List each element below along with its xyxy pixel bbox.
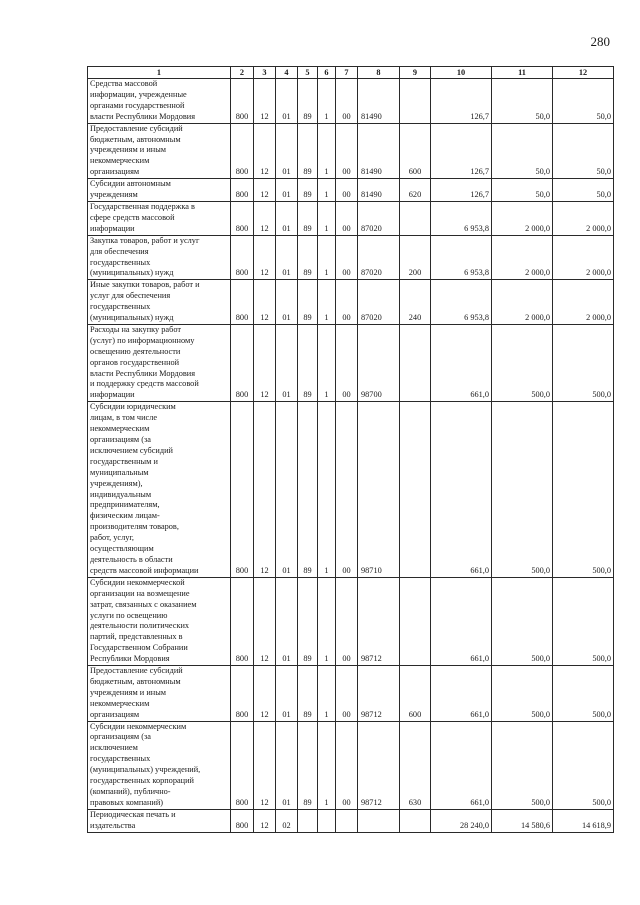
event-code-cell: 00 — [336, 179, 358, 202]
program-code-cell: 01 — [276, 235, 298, 280]
amount-year3-cell: 50,0 — [553, 179, 614, 202]
subprogram-code-cell: 89 — [298, 280, 318, 325]
amount-year3-cell: 2 000,0 — [553, 201, 614, 235]
header-cell: 4 — [276, 67, 298, 79]
expense-type-cell: 630 — [400, 721, 431, 809]
amount-year3-cell: 2 000,0 — [553, 280, 614, 325]
main-event-code-cell — [318, 809, 336, 832]
subsection-code-cell: 12 — [254, 577, 276, 665]
main-event-code-cell: 1 — [318, 721, 336, 809]
expense-type-cell: 600 — [400, 666, 431, 722]
amount-year3-cell: 50,0 — [553, 79, 614, 124]
event-code-cell: 00 — [336, 201, 358, 235]
main-event-code-cell: 1 — [318, 402, 336, 578]
section-code-cell: 800 — [231, 809, 254, 832]
direction-code-cell: 81490 — [358, 79, 400, 124]
section-code-cell: 800 — [231, 324, 254, 401]
amount-year2-cell: 14 580,6 — [492, 809, 553, 832]
amount-year1-cell: 28 240,0 — [431, 809, 492, 832]
amount-year3-cell: 500,0 — [553, 324, 614, 401]
section-code-cell: 800 — [231, 201, 254, 235]
event-code-cell — [336, 809, 358, 832]
program-code-cell: 01 — [276, 721, 298, 809]
amount-year1-cell: 6 953,8 — [431, 235, 492, 280]
table-row — [88, 666, 614, 722]
subprogram-code-cell: 89 — [298, 123, 318, 179]
direction-code-cell: 98700 — [358, 324, 400, 401]
header-cell: 8 — [358, 67, 400, 79]
subsection-code-cell: 12 — [254, 280, 276, 325]
row-name-cell: Субсидии юридическим лицам, в том числе некоммерческим организациям (за исключением субсидий государственным и муниципальным учреждениям), индивидуальным предпринимателям, физическим лицам- производителям товаров, работ, услуг, осуществляющим деятельность в области средств массовой информации — [88, 402, 231, 578]
row-name-cell: Иные закупки товаров, работ и услуг для обеспечения государственных (муниципальных) нужд — [88, 280, 231, 325]
header-cell: 11 — [492, 67, 553, 79]
program-code-cell: 02 — [276, 809, 298, 832]
amount-year2-cell: 500,0 — [492, 666, 553, 722]
subsection-code-cell: 12 — [254, 201, 276, 235]
row-name-cell: Субсидии автономным учреждениям — [88, 179, 231, 202]
amount-year1-cell: 126,7 — [431, 79, 492, 124]
event-code-cell: 00 — [336, 79, 358, 124]
amount-year3-cell: 50,0 — [553, 123, 614, 179]
expense-type-cell: 620 — [400, 179, 431, 202]
event-code-cell: 00 — [336, 666, 358, 722]
row-name-cell: Субсидии некоммерческой организации на возмещение затрат, связанных с оказанием услуги по освещению деятельности политических партий, представленных в Государственном Собрании Республики Мордовия — [88, 577, 231, 665]
main-event-code-cell: 1 — [318, 666, 336, 722]
direction-code-cell: 98712 — [358, 666, 400, 722]
expense-type-cell — [400, 402, 431, 578]
subsection-code-cell: 12 — [254, 809, 276, 832]
page-number: 280 — [590, 34, 610, 49]
subprogram-code-cell: 89 — [298, 235, 318, 280]
subsection-code-cell: 12 — [254, 235, 276, 280]
section-code-cell: 800 — [231, 179, 254, 202]
subprogram-code-cell: 89 — [298, 324, 318, 401]
program-code-cell: 01 — [276, 280, 298, 325]
amount-year2-cell: 50,0 — [492, 123, 553, 179]
table-row — [88, 402, 614, 578]
table-row — [88, 179, 614, 202]
direction-code-cell: 98710 — [358, 402, 400, 578]
direction-code-cell — [358, 809, 400, 832]
main-event-code-cell: 1 — [318, 235, 336, 280]
budget-table — [87, 66, 614, 833]
row-name-cell: Предоставление субсидий бюджетным, автономным учреждениям и иным некоммерческим организациям — [88, 666, 231, 722]
expense-type-cell — [400, 79, 431, 124]
amount-year2-cell: 2 000,0 — [492, 201, 553, 235]
header-cell: 1 — [88, 67, 231, 79]
main-event-code-cell: 1 — [318, 577, 336, 665]
row-name-cell: Государственная поддержка в сфере средств массовой информации — [88, 201, 231, 235]
subsection-code-cell: 12 — [254, 123, 276, 179]
row-name-cell: Периодическая печать и издательства — [88, 809, 231, 832]
amount-year1-cell: 126,7 — [431, 179, 492, 202]
expense-type-cell: 200 — [400, 235, 431, 280]
program-code-cell: 01 — [276, 201, 298, 235]
expense-type-cell: 240 — [400, 280, 431, 325]
table-row — [88, 324, 614, 401]
amount-year2-cell: 50,0 — [492, 79, 553, 124]
subsection-code-cell: 12 — [254, 179, 276, 202]
main-event-code-cell: 1 — [318, 280, 336, 325]
program-code-cell: 01 — [276, 577, 298, 665]
table-row — [88, 201, 614, 235]
table-row — [88, 577, 614, 665]
main-event-code-cell: 1 — [318, 79, 336, 124]
row-name-cell: Субсидии некоммерческим организациям (за исключением государственных (муниципальных) учреждений, государственных корпораций (компаний), публично- правовых компаний) — [88, 721, 231, 809]
direction-code-cell: 98712 — [358, 721, 400, 809]
amount-year3-cell: 500,0 — [553, 666, 614, 722]
amount-year2-cell: 50,0 — [492, 179, 553, 202]
subprogram-code-cell: 89 — [298, 721, 318, 809]
event-code-cell: 00 — [336, 721, 358, 809]
section-code-cell: 800 — [231, 721, 254, 809]
row-name-cell: Средства массовой информации, учрежденные органами государственной власти Республики Мордовия — [88, 79, 231, 124]
section-code-cell: 800 — [231, 79, 254, 124]
section-code-cell: 800 — [231, 577, 254, 665]
table-row — [88, 809, 614, 832]
program-code-cell: 01 — [276, 324, 298, 401]
amount-year2-cell: 2 000,0 — [492, 280, 553, 325]
expense-type-cell: 600 — [400, 123, 431, 179]
header-cell: 7 — [336, 67, 358, 79]
main-event-code-cell: 1 — [318, 324, 336, 401]
amount-year2-cell: 2 000,0 — [492, 235, 553, 280]
header-cell: 12 — [553, 67, 614, 79]
section-code-cell: 800 — [231, 666, 254, 722]
amount-year1-cell: 661,0 — [431, 324, 492, 401]
program-code-cell: 01 — [276, 179, 298, 202]
amount-year3-cell: 14 618,9 — [553, 809, 614, 832]
subprogram-code-cell — [298, 809, 318, 832]
subprogram-code-cell: 89 — [298, 179, 318, 202]
direction-code-cell: 81490 — [358, 179, 400, 202]
amount-year2-cell: 500,0 — [492, 324, 553, 401]
event-code-cell: 00 — [336, 577, 358, 665]
event-code-cell: 00 — [336, 402, 358, 578]
amount-year1-cell: 6 953,8 — [431, 201, 492, 235]
program-code-cell: 01 — [276, 79, 298, 124]
table-row — [88, 235, 614, 280]
amount-year2-cell: 500,0 — [492, 721, 553, 809]
expense-type-cell — [400, 577, 431, 665]
main-event-code-cell: 1 — [318, 179, 336, 202]
header-row — [88, 67, 614, 79]
table-row — [88, 721, 614, 809]
direction-code-cell: 87020 — [358, 280, 400, 325]
main-event-code-cell: 1 — [318, 123, 336, 179]
header-cell: 3 — [254, 67, 276, 79]
header-cell: 10 — [431, 67, 492, 79]
row-name-cell: Предоставление субсидий бюджетным, автономным учреждениям и иным некоммерческим организациям — [88, 123, 231, 179]
main-event-code-cell: 1 — [318, 201, 336, 235]
amount-year1-cell: 661,0 — [431, 402, 492, 578]
event-code-cell: 00 — [336, 123, 358, 179]
program-code-cell: 01 — [276, 666, 298, 722]
section-code-cell: 800 — [231, 123, 254, 179]
amount-year1-cell: 661,0 — [431, 577, 492, 665]
amount-year1-cell: 661,0 — [431, 666, 492, 722]
section-code-cell: 800 — [231, 402, 254, 578]
amount-year3-cell: 500,0 — [553, 577, 614, 665]
program-code-cell: 01 — [276, 402, 298, 578]
subsection-code-cell: 12 — [254, 402, 276, 578]
direction-code-cell: 87020 — [358, 201, 400, 235]
expense-type-cell — [400, 809, 431, 832]
direction-code-cell: 98712 — [358, 577, 400, 665]
subsection-code-cell: 12 — [254, 666, 276, 722]
direction-code-cell: 87020 — [358, 235, 400, 280]
subsection-code-cell: 12 — [254, 721, 276, 809]
section-code-cell: 800 — [231, 235, 254, 280]
table-row — [88, 123, 614, 179]
subsection-code-cell: 12 — [254, 324, 276, 401]
amount-year1-cell: 126,7 — [431, 123, 492, 179]
direction-code-cell: 81490 — [358, 123, 400, 179]
row-name-cell: Закупка товаров, работ и услуг для обеспечения государственных (муниципальных) нужд — [88, 235, 231, 280]
expense-type-cell — [400, 201, 431, 235]
subprogram-code-cell: 89 — [298, 402, 318, 578]
subsection-code-cell: 12 — [254, 79, 276, 124]
subprogram-code-cell: 89 — [298, 666, 318, 722]
expense-type-cell — [400, 324, 431, 401]
amount-year2-cell: 500,0 — [492, 402, 553, 578]
amount-year1-cell: 661,0 — [431, 721, 492, 809]
program-code-cell: 01 — [276, 123, 298, 179]
amount-year2-cell: 500,0 — [492, 577, 553, 665]
amount-year1-cell: 6 953,8 — [431, 280, 492, 325]
subprogram-code-cell: 89 — [298, 201, 318, 235]
header-cell: 9 — [400, 67, 431, 79]
event-code-cell: 00 — [336, 324, 358, 401]
subprogram-code-cell: 89 — [298, 79, 318, 124]
header-cell: 6 — [318, 67, 336, 79]
table-row — [88, 79, 614, 124]
table-body — [88, 79, 614, 833]
header-cell: 2 — [231, 67, 254, 79]
table-row — [88, 280, 614, 325]
amount-year3-cell: 500,0 — [553, 721, 614, 809]
row-name-cell: Расходы на закупку работ (услуг) по информационному освещению деятельности органов государственной власти Республики Мордовия и поддержку средств массовой информации — [88, 324, 231, 401]
section-code-cell: 800 — [231, 280, 254, 325]
subprogram-code-cell: 89 — [298, 577, 318, 665]
amount-year3-cell: 2 000,0 — [553, 235, 614, 280]
amount-year3-cell: 500,0 — [553, 402, 614, 578]
event-code-cell: 00 — [336, 280, 358, 325]
header-cell: 5 — [298, 67, 318, 79]
event-code-cell: 00 — [336, 235, 358, 280]
